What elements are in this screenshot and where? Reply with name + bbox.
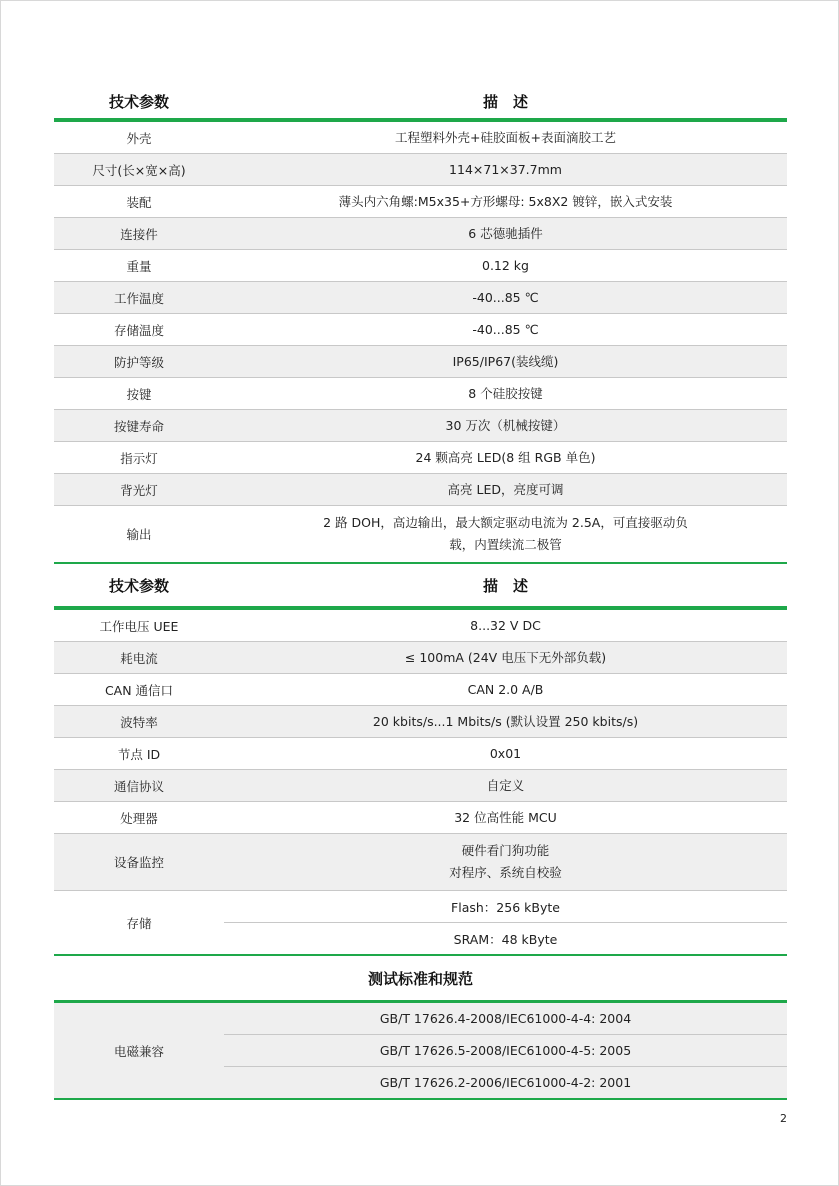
row-desc: -40...85 ℃	[472, 321, 539, 337]
row-desc: 薄头内六角螺:M5x35+方形螺母: 5x8X2 镀锌，嵌入式安装	[338, 193, 673, 209]
table-row-storage	[54, 891, 787, 956]
row-param: 防护等级	[113, 354, 164, 370]
row-param: 存储温度	[113, 322, 164, 338]
emc-standard-3: GB/T 17626.2-2006/IEC61000-4-2: 2001	[379, 1075, 632, 1090]
emc-param: 电磁兼容	[113, 1043, 164, 1059]
table-row	[54, 186, 787, 218]
row-param: 重量	[126, 258, 152, 274]
table-row	[54, 314, 787, 346]
table-row	[54, 802, 787, 834]
table-row	[54, 706, 787, 738]
row-param: 通信协议	[113, 778, 164, 794]
test-standards-title: 测试标准和规范	[54, 956, 787, 1003]
table-row	[54, 642, 787, 674]
page-number: 2	[780, 1112, 787, 1125]
row-param: 耗电流	[120, 650, 158, 666]
output-desc-line1: 2 路 DOH，高边输出，最大额定驱动电流为 2.5A，可直接驱动负	[323, 515, 688, 530]
row-desc: ≤ 100mA (24V 电压下无外部负载)	[404, 649, 607, 665]
table-row	[54, 610, 787, 642]
row-param: 装配	[126, 194, 152, 210]
monitor-param: 设备监控	[113, 855, 164, 870]
row-param: 背光灯	[120, 482, 158, 498]
table-row	[54, 738, 787, 770]
monitor-desc	[224, 840, 787, 884]
table-row-emc	[54, 1003, 787, 1100]
row-desc: 20 kbits/s...1 Mbits/s (默认设置 250 kbits/s)	[372, 713, 639, 729]
table-row-monitor	[54, 834, 787, 891]
output-desc-line2: 载，内置续流二极管	[449, 537, 562, 552]
table1-header	[54, 84, 787, 122]
row-param: 工作温度	[113, 290, 164, 306]
row-param: 连接件	[120, 226, 158, 242]
table-row	[54, 770, 787, 802]
table1-header-param: 技术参数	[108, 92, 169, 111]
table-row	[54, 282, 787, 314]
row-desc: 32 位高性能 MCU	[454, 809, 557, 825]
row-desc: 工程塑料外壳+硅胶面板+表面滴胶工艺	[395, 129, 616, 145]
table1-header-desc: 描 述	[482, 92, 528, 111]
table-row	[54, 674, 787, 706]
row-param: 指示灯	[120, 450, 158, 466]
row-desc: 24 颗高亮 LED(8 组 RGB 单色)	[415, 449, 596, 465]
table-row	[54, 378, 787, 410]
row-desc: 0.12 kg	[482, 257, 529, 273]
table-row	[54, 346, 787, 378]
monitor-desc-line1: 硬件看门狗功能	[461, 843, 550, 858]
monitor-desc-line2: 对程序、系统自校验	[449, 865, 562, 880]
table2-header-param: 技术参数	[108, 576, 169, 595]
row-desc: 高亮 LED，亮度可调	[447, 481, 564, 497]
table-row-output	[54, 506, 787, 564]
emc-standard-2: GB/T 17626.5-2008/IEC61000-4-5: 2005	[224, 1035, 787, 1067]
row-desc: 自定义	[486, 777, 525, 793]
row-desc: 30 万次（机械按键）	[445, 417, 566, 433]
table-row	[54, 154, 787, 186]
row-param: 外壳	[126, 130, 152, 146]
spec-document	[54, 84, 787, 1100]
output-param: 输出	[126, 527, 152, 542]
row-param: 处理器	[120, 810, 158, 826]
row-desc: 8...32 V DC	[470, 617, 541, 633]
storage-flash: Flash：256 kByte	[224, 891, 787, 923]
row-param: 节点 ID	[117, 746, 161, 762]
output-desc	[224, 512, 787, 556]
row-desc: CAN 2.0 A/B	[467, 681, 544, 697]
row-param: 波特率	[120, 714, 158, 730]
emc-standard-1: GB/T 17626.4-2008/IEC61000-4-4: 2004	[224, 1003, 787, 1035]
table-row	[54, 250, 787, 282]
table-row	[54, 442, 787, 474]
row-desc: 8 个硅胶按键	[468, 385, 543, 401]
table-row	[54, 218, 787, 250]
storage-values	[224, 891, 787, 954]
table2-header-desc: 描 述	[482, 576, 528, 595]
table-row	[54, 122, 787, 154]
row-param: 按键寿命	[113, 418, 164, 434]
storage-sram: SRAM：48 kByte	[453, 931, 558, 947]
emc-values	[224, 1003, 787, 1098]
table2-header	[54, 564, 787, 610]
row-desc: 6 芯德驰插件	[468, 225, 543, 241]
table1-rows	[54, 122, 787, 506]
row-desc: -40...85 ℃	[472, 289, 539, 305]
storage-param: 存储	[126, 915, 152, 931]
row-param: CAN 通信口	[104, 682, 174, 698]
table-row	[54, 474, 787, 506]
row-param: 尺寸(长×宽×高)	[92, 162, 186, 178]
table-row	[54, 410, 787, 442]
row-desc: IP65/IP67(装线缆)	[452, 353, 559, 369]
table2-rows	[54, 610, 787, 834]
row-desc: 0x01	[489, 745, 522, 761]
row-desc: 114×71×37.7mm	[449, 161, 562, 177]
row-param: 工作电压 UEE	[99, 618, 179, 634]
row-param: 按键	[126, 386, 152, 402]
